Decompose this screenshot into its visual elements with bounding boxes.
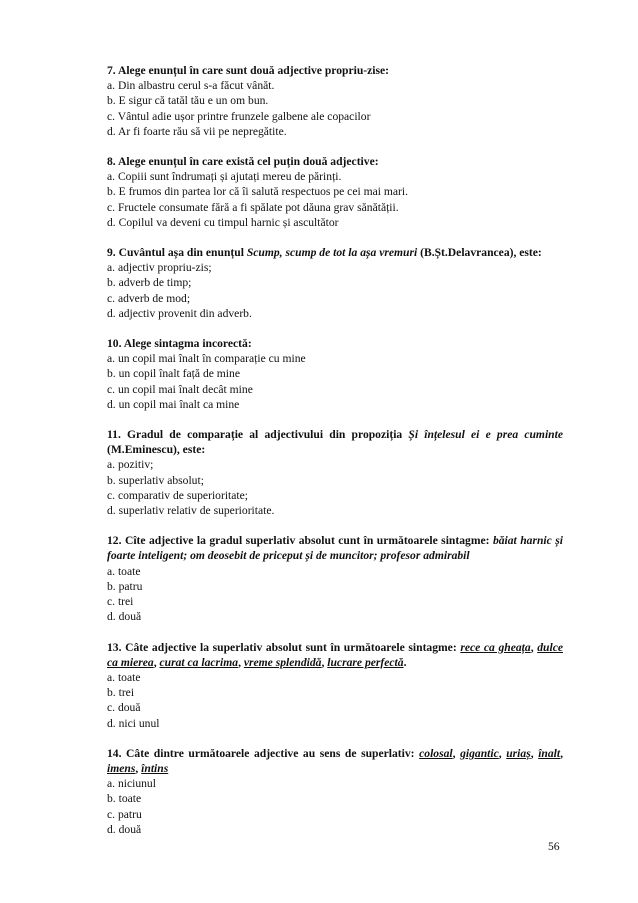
question-title-lead: 14. Câte dintre următoarele adjective au sens de superlativ: bbox=[107, 746, 420, 760]
underlined-word: imens bbox=[107, 761, 136, 775]
question-title: 8. Alege enunțul în care există cel puțin două adjective: bbox=[107, 155, 379, 169]
question-8 bbox=[107, 154, 563, 230]
question-title-tail: (M.Eminescu), este: bbox=[107, 443, 206, 457]
option-a: a. Din albastru cerul s-a făcut vânăt. bbox=[107, 79, 275, 93]
option-c: c. patru bbox=[107, 807, 142, 821]
option-d: d. Ar fi foarte rău să vii pe nepregătite. bbox=[107, 124, 287, 138]
question-title: 14. Câte dintre următoarele adjective au sens de superlativ: colosal, gigantic, uriaș, înalt, imens, întins bbox=[107, 746, 564, 775]
option-b: b. E frumos din partea lor că îi salută respectuos pe cei mai mari. bbox=[107, 185, 409, 199]
underlined-phrase: dulce ca mierea bbox=[107, 640, 564, 669]
question-14 bbox=[107, 746, 563, 837]
underlined-word: uriaș bbox=[506, 746, 531, 760]
question-title bbox=[107, 245, 563, 260]
option-b: b. patru bbox=[107, 579, 143, 593]
question-title: 7. Alege enunțul în care sunt două adjective propriu-zise: bbox=[107, 64, 390, 77]
option-b: b. trei bbox=[107, 686, 135, 700]
underlined-phrase: rece ca gheața bbox=[460, 640, 531, 654]
question-12 bbox=[107, 533, 563, 624]
underlined-word: colosal bbox=[419, 746, 453, 760]
question-title-lead: 11. Gradul de comparație al adjectivului din propoziția bbox=[107, 428, 409, 442]
underlined-word: gigantic bbox=[460, 746, 499, 760]
option-d: d. Copilul va deveni cu timpul harnic și ascultător bbox=[107, 215, 339, 229]
question-title: 13. Câte adjective la superlativ absolut sunt în următoarele sintagme: rece ca gheața, dulce ca mierea, curat ca lacrima, vreme splendidă, lucrare perfectă. bbox=[107, 640, 564, 669]
option-b: b. adverb de timp; bbox=[107, 276, 192, 290]
question-title-tail: (B.Șt.Delavrancea), este: bbox=[417, 246, 542, 260]
page-number: 56 bbox=[548, 840, 560, 853]
option-b: b. un copil înalt față de mine bbox=[107, 367, 240, 381]
underlined-word: înalt bbox=[538, 746, 561, 760]
question-7 bbox=[107, 63, 563, 139]
quoted-phrases: băiat harnic și foarte inteligent; om deosebit de priceput și de muncitor; profesor admirabil bbox=[107, 534, 563, 563]
question-11 bbox=[107, 427, 563, 518]
question-13 bbox=[107, 640, 563, 731]
question-title: 10. Alege sintagma incorectă: bbox=[107, 337, 252, 351]
document-page bbox=[107, 63, 563, 852]
question-title-lead: 13. Câte adjective la superlativ absolut sunt în următoarele sintagme: bbox=[107, 640, 461, 654]
quoted-sentence: Scump, scump de tot la așa vremuri bbox=[246, 246, 418, 260]
option-c: c. două bbox=[107, 701, 141, 715]
question-10 bbox=[107, 336, 563, 412]
option-b: b. toate bbox=[107, 792, 142, 806]
option-d: d. nici unul bbox=[107, 716, 160, 730]
underlined-phrase: lucrare perfectă bbox=[327, 655, 404, 669]
option-c: c. comparativ de superioritate; bbox=[107, 488, 248, 502]
option-b: b. superlativ absolut; bbox=[107, 473, 204, 487]
option-a: a. un copil mai înalt în comparație cu mine bbox=[107, 352, 306, 366]
underlined-phrase: curat ca lacrima bbox=[159, 655, 239, 669]
quoted-sentence: Și înțelesul ei e prea cuminte bbox=[408, 428, 563, 442]
option-c: c. Vântul adie ușor printre frunzele galbene ale copacilor bbox=[107, 109, 371, 123]
option-a: a. toate bbox=[107, 564, 141, 578]
option-b: b. E sigur că tatăl tău e un om bun. bbox=[107, 94, 269, 108]
option-a: a. Copiii sunt îndrumați și ajutați mereu de părinți. bbox=[107, 170, 342, 184]
question-title bbox=[107, 427, 563, 457]
underlined-phrase: vreme splendidă bbox=[243, 655, 322, 669]
option-c: c. trei bbox=[107, 595, 134, 609]
option-c: c. un copil mai înalt decât mine bbox=[107, 382, 253, 396]
option-a: a. niciunul bbox=[107, 777, 156, 791]
option-d: d. două bbox=[107, 822, 142, 836]
question-9 bbox=[107, 245, 563, 321]
question-title-lead: 12. Cîte adjective la gradul superlativ absolut cunt în următoarele sintagme: bbox=[107, 534, 493, 548]
option-a: a. toate bbox=[107, 670, 141, 684]
option-a: a. adjectiv propriu-zis; bbox=[107, 261, 212, 275]
question-title bbox=[107, 533, 563, 563]
option-c: c. Fructele consumate fără a fi spălate pot dăuna grav sănătății. bbox=[107, 200, 399, 214]
underlined-word: întins bbox=[141, 761, 169, 775]
option-c: c. adverb de mod; bbox=[107, 291, 191, 305]
option-d: d. un copil mai înalt ca mine bbox=[107, 397, 240, 411]
option-d: d. două bbox=[107, 610, 142, 624]
option-d: d. superlativ relativ de superioritate. bbox=[107, 504, 275, 518]
question-title-lead: 9. Cuvântul așa din enunțul bbox=[107, 246, 247, 260]
option-d: d. adjectiv provenit din adverb. bbox=[107, 306, 252, 320]
option-a: a. pozitiv; bbox=[107, 458, 154, 472]
